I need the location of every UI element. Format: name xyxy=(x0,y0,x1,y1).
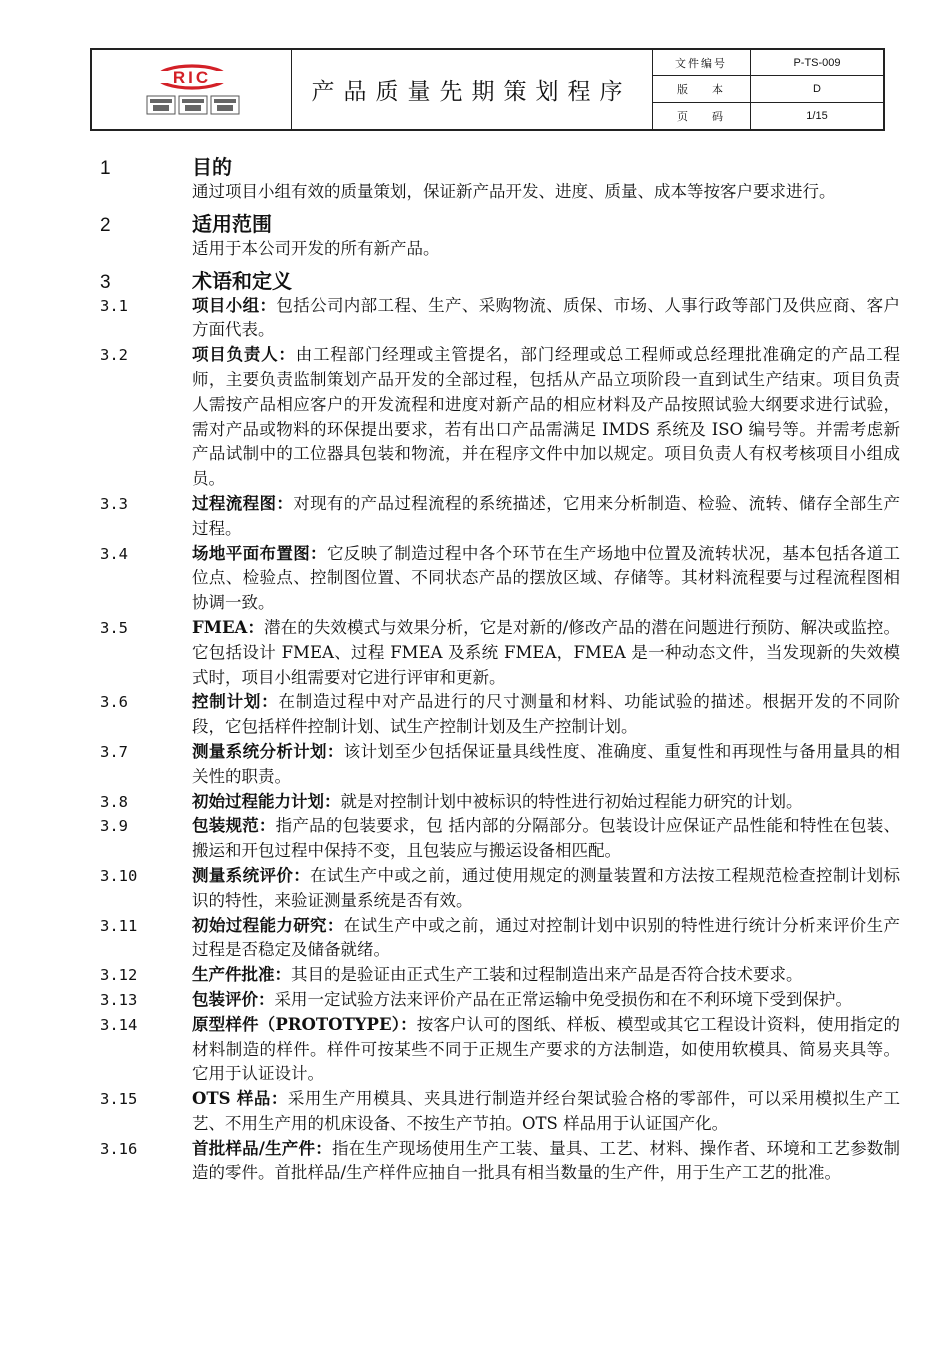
item-text xyxy=(192,492,900,542)
definition-item xyxy=(100,740,900,790)
section-heading xyxy=(100,152,900,180)
item-definition: 在试生产中或之前，通过对控制计划中识别的特性进行统计分析来评价生产过程是否稳定及储备就绪。 xyxy=(192,915,901,960)
item-term: 首批样品/生产件： xyxy=(192,1138,332,1158)
definition-item xyxy=(100,790,900,815)
item-text xyxy=(192,1087,900,1137)
definition-item xyxy=(100,814,900,864)
meta-value: P-TS-009 xyxy=(793,56,841,69)
item-number: 3.5 xyxy=(100,618,128,637)
item-number: 3.8 xyxy=(100,792,128,811)
item-definition: 它反映了制造过程中各个环节在生产场地中位置及流转状况，基本包括各道工位点、检验点、控制图位置、不同状态产品的摆放区域、存储等。其材料流程要与过程流程图相协调一致。 xyxy=(192,543,901,613)
item-number: 3.13 xyxy=(100,990,138,1009)
section-title: 术语和定义 xyxy=(192,268,292,293)
item-number: 3.6 xyxy=(100,693,128,712)
item-term: OTS 样品： xyxy=(192,1089,288,1109)
document-meta-table xyxy=(652,50,883,129)
item-text xyxy=(192,790,900,815)
section-title: 适用范围 xyxy=(192,211,272,236)
meta-value: D xyxy=(813,82,821,95)
item-number: 3.7 xyxy=(100,742,128,761)
item-text xyxy=(192,864,900,914)
item-text xyxy=(192,616,900,690)
section-text: 通过项目小组有效的质量策划，保证新产品开发、进度、质量、成本等按客户要求进行。 xyxy=(192,182,836,201)
document-body xyxy=(100,148,900,1186)
meta-row-doc-number xyxy=(652,50,883,76)
item-term: 生产件批准： xyxy=(192,965,291,985)
meta-label: 文件编号 xyxy=(652,50,751,75)
section-number: 3 xyxy=(100,271,111,293)
item-number: 3.11 xyxy=(100,916,138,935)
item-definition: 对现有的产品过程流程的系统描述，它用来分析制造、检验、流转、储存全部生产过程。 xyxy=(192,493,901,538)
definition-item xyxy=(100,1013,900,1087)
svg-text:RIC: RIC xyxy=(172,68,212,87)
item-term: 初始过程能力计划： xyxy=(192,791,341,811)
item-text xyxy=(192,343,900,492)
item-term: 测量系统评价： xyxy=(192,865,311,885)
item-number: 3.1 xyxy=(100,296,128,315)
item-definition: 指在生产现场使用生产工装、量具、工艺、材料、操作者、环境和工艺参数制造的零件。首批样品/生产样件应抽自一批具有相当数量的生产件，用于生产工艺的批准。 xyxy=(192,1138,901,1183)
definition-item xyxy=(100,616,900,690)
item-definition: 由工程部门经理或主管提名，部门经理或总工程师或总经理批准确定的产品工程师，主要负责监制策划产品开发的全部过程，包括从产品立项阶段一直到试生产结束。项目负责人需按产品相应客户的开发流程和进度对新产品的相应材料及产品按照试验大纲要求进行试验，需对产品或物料的环保提出要求，若有出口产品需满足 IMDS 系统及 ISO 编号等。并需考虑新产品试制中的工位器具包装和物流，并在程序文件中加以规定。项目负责人有权考核项目小组成员。 xyxy=(192,345,901,489)
item-number: 3.3 xyxy=(100,494,128,513)
section-text: 适用于本公司开发的所有新产品。 xyxy=(192,238,440,258)
company-logo xyxy=(92,50,292,129)
item-text xyxy=(192,1137,900,1187)
item-number: 3.2 xyxy=(100,346,128,365)
definition-item xyxy=(100,294,900,344)
item-definition: 按客户认可的图纸、样板、模型或其它工程设计资料，使用指定的材料制造的样件。样件可按某些不同于正规生产要求的方法制造，如使用软模具、简易夹具等。它用于认证设计。 xyxy=(192,1014,901,1084)
item-text xyxy=(192,294,900,344)
definition-item xyxy=(100,542,900,616)
item-definition: 在试生产中或之前，通过使用规定的测量装置和方法按工程规范检查控制计划标识的特性，来验证测量系统是否有效。 xyxy=(192,865,901,910)
item-text xyxy=(192,1013,900,1087)
item-definition: 潜在的失效模式与效果分析，它是对新的/修改产品的潜在问题进行预防、解决或监控。它包括设计 FMEA、过程 FMEA 及系统 FMEA，FMEA 是一种动态文件，当发现新的失效模式时，项目小组需要对它进行评审和更新。 xyxy=(192,617,901,687)
definition-item xyxy=(100,343,900,492)
definition-item xyxy=(100,1137,900,1187)
document-title: 产品质量先期策划程序 xyxy=(291,50,653,129)
item-text xyxy=(192,542,900,616)
ric-logo-icon xyxy=(92,50,291,129)
definition-item xyxy=(100,988,900,1013)
item-definition: 采用生产用模具、夹具进行制造并经台架试验合格的零部件，可以采用模拟生产工艺、不用生产用的机床设备、不按生产节拍。OTS 样品用于认证国产化。 xyxy=(192,1089,901,1133)
meta-label: 页 码 xyxy=(652,103,751,129)
item-text xyxy=(192,740,900,790)
item-definition: 其目的是验证由正式生产工装和过程制造出来产品是否符合技术要求。 xyxy=(291,965,803,985)
item-term: 初始过程能力研究： xyxy=(192,915,344,935)
definition-item xyxy=(100,963,900,988)
item-number: 3.14 xyxy=(100,1015,138,1034)
item-text xyxy=(192,690,900,740)
item-text xyxy=(192,914,900,964)
item-text xyxy=(192,814,900,864)
item-term: FMEA： xyxy=(192,617,265,637)
definition-item xyxy=(100,864,900,914)
meta-row-page xyxy=(652,103,883,129)
definition-list xyxy=(100,294,900,1187)
meta-label: 版 本 xyxy=(652,76,751,101)
document-header xyxy=(90,48,885,131)
section-number: 1 xyxy=(100,158,111,179)
item-term: 包装规范： xyxy=(192,816,276,836)
section-title: 目的 xyxy=(192,155,232,179)
section-number: 2 xyxy=(100,214,111,236)
item-text xyxy=(192,963,900,988)
item-definition: 该计划至少包括保证量具线性度、准确度、重复性和再现性与备用量具的相关性的职责。 xyxy=(192,741,901,786)
definition-item xyxy=(100,492,900,542)
item-term: 项目负责人： xyxy=(192,345,296,365)
item-term: 原型样件（PROTOTYPE）： xyxy=(192,1014,417,1034)
item-term: 控制计划： xyxy=(192,692,279,712)
meta-row-version xyxy=(652,76,883,102)
definition-item xyxy=(100,914,900,964)
item-term: 过程流程图： xyxy=(192,493,294,513)
item-term: 包装评价： xyxy=(192,989,275,1009)
item-term: 测量系统分析计划： xyxy=(192,741,344,761)
section-heading xyxy=(100,266,900,294)
item-definition: 在制造过程中对产品进行的尺寸测量和材料、功能试验的描述。根据开发的不同阶段，它包括样件控制计划、试生产控制计划及生产控制计划。 xyxy=(192,692,901,737)
item-number: 3.4 xyxy=(100,544,128,563)
item-number: 3.9 xyxy=(100,817,128,836)
meta-value: 1/15 xyxy=(806,109,828,122)
item-term: 项目小组： xyxy=(192,295,277,315)
definition-item xyxy=(100,1087,900,1137)
item-number: 3.10 xyxy=(100,866,138,885)
item-number: 3.12 xyxy=(100,966,138,985)
item-term: 场地平面布置图： xyxy=(192,543,327,563)
section-heading xyxy=(100,209,900,237)
item-definition: 包括公司内部工程、生产、采购物流、质保、市场、人事行政等部门及供应商、客户方面代表。 xyxy=(192,295,901,340)
definition-item xyxy=(100,690,900,740)
item-text xyxy=(192,988,900,1013)
item-definition: 指产品的包装要求，包 括内部的分隔部分。包装设计应保证产品性能和特性在包装、搬运和开包过程中保持不变，且包装应与搬运设备相匹配。 xyxy=(192,816,901,861)
item-definition: 采用一定试验方法来评价产品在正常运输中免受损伤和在不利环境下受到保护。 xyxy=(274,989,852,1009)
item-number: 3.16 xyxy=(100,1139,138,1158)
item-number: 3.15 xyxy=(100,1090,138,1109)
item-definition: 就是对控制计划中被标识的特性进行初始过程能力研究的计划。 xyxy=(340,791,803,811)
